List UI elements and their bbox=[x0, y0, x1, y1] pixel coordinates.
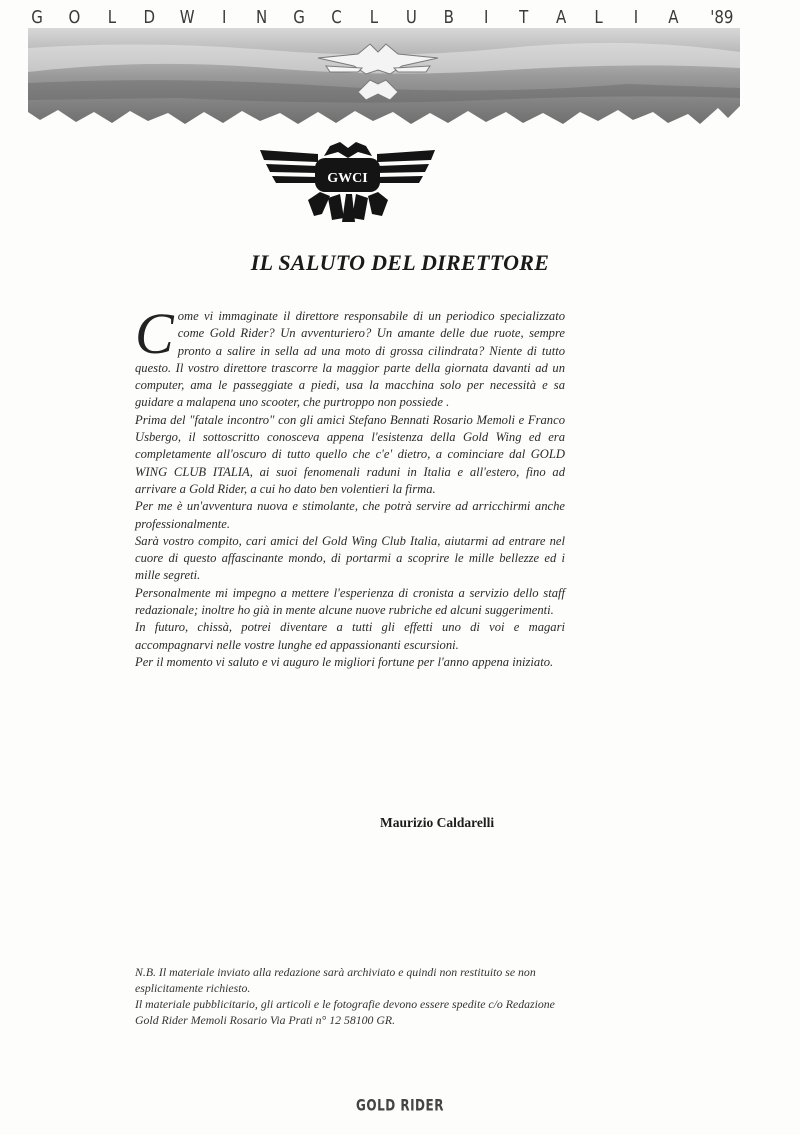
footer-masthead: GOLD RIDER bbox=[356, 1095, 444, 1115]
header-letter: L bbox=[107, 6, 117, 28]
header-banner bbox=[28, 28, 740, 133]
page-title: IL SALUTO DEL DIRETTORE bbox=[250, 250, 550, 275]
author-signature: Maurizio Caldarelli bbox=[380, 815, 495, 830]
header-letter: A bbox=[555, 6, 567, 28]
article-paragraph: Per me è un'avventura nuova e stimolante, che potrà servire ad arricchirmi anche professionalmente. bbox=[135, 499, 565, 531]
header-letter: L bbox=[594, 6, 603, 28]
article-paragraph: Personalmente mi impegno a mettere l'esperienza di cronista a servizio dello staff redazionale; inoltre ho già in mente alcune nuove rubriche ed alcuni suggerimenti. bbox=[135, 585, 565, 618]
note-line: Il materiale pubblicitario, gli articoli e le fotografie devono essere spedite c/o Redazione Gold Rider Memoli Rosario Via Prati n° 12 58100 GR. bbox=[135, 997, 555, 1027]
header-letter: G bbox=[31, 6, 43, 28]
gwci-eagle-logo bbox=[260, 142, 435, 224]
article-paragraph: Prima del "fatale incontro" con gli amici Stefano Bennati Rosario Memoli e Franco Usbergo, il sottoscritto conosceva appena l'esistenza della Gold Wing ed era completamente all'oscuro di tutto quello che c'e' dietro, a cominciare dal GOLD WING CLUB ITALIA, ai suoi fenomenali raduni in Italia e all'estero, fino ad arrivare a Gold Rider, a cui ho dato ben volentieri la firma. bbox=[135, 412, 565, 496]
header-letter: I bbox=[484, 6, 489, 28]
header-letter: D bbox=[143, 6, 156, 28]
logo-text: GWCI bbox=[327, 171, 368, 186]
header-letter: N bbox=[256, 6, 268, 28]
header-letter: L bbox=[369, 6, 379, 28]
header-letter: W bbox=[179, 6, 195, 28]
header-letter: G bbox=[293, 6, 305, 28]
header-letter: I bbox=[633, 6, 639, 28]
header-letter: I bbox=[221, 6, 227, 28]
header-letter: T bbox=[519, 6, 529, 28]
header-letter: B bbox=[443, 6, 454, 28]
article-paragraph: In futuro, chissà, potrei diventare a tutti gli effetti uno di voi e magari accompagnarvi nelle vostre lunghe ed appassionanti escursioni. bbox=[135, 620, 565, 652]
drop-cap: C bbox=[135, 301, 174, 366]
article-paragraph-text: ome vi immaginate il direttore responsabile di un periodico specializzato come Gold Rider? Un avventuriero? Un amante delle due ruote, sempre pronto a salire in sella ad una moto di grossa cilindrata? Niente di tutto questo. Il vostro direttore trascorre la maggior parte della giornata davanti ad un computer, ama le passeggiate a piedi, usa la macchina solo per necessità e sa guidare a malapena uno scooter, che purtroppo non possiede . bbox=[135, 309, 565, 410]
header-letter: U bbox=[405, 6, 417, 28]
article-body bbox=[135, 301, 565, 671]
note-line: N.B. Il materiale inviato alla redazione sarà archiviato e quindi non restituito se non esplicitamente richiesto. bbox=[135, 965, 536, 995]
header-year: '89 bbox=[710, 6, 734, 28]
header-title bbox=[30, 6, 740, 30]
article-paragraph: Per il momento vi saluto e vi auguro le migliori fortune per l'anno appena iniziato. bbox=[135, 654, 554, 669]
header-letter: O bbox=[68, 6, 81, 28]
editorial-note bbox=[135, 964, 575, 1028]
article-paragraph bbox=[135, 301, 565, 412]
header-letter: A bbox=[668, 6, 679, 28]
article-paragraph: Sarà vostro compito, cari amici del Gold Wing Club Italia, aiutarmi ad entrare nel cuore di questo affascinante mondo, di portarmi a scoprire le mille bellezze ed i mille segreti. bbox=[135, 533, 565, 583]
header-letter: C bbox=[331, 6, 342, 28]
